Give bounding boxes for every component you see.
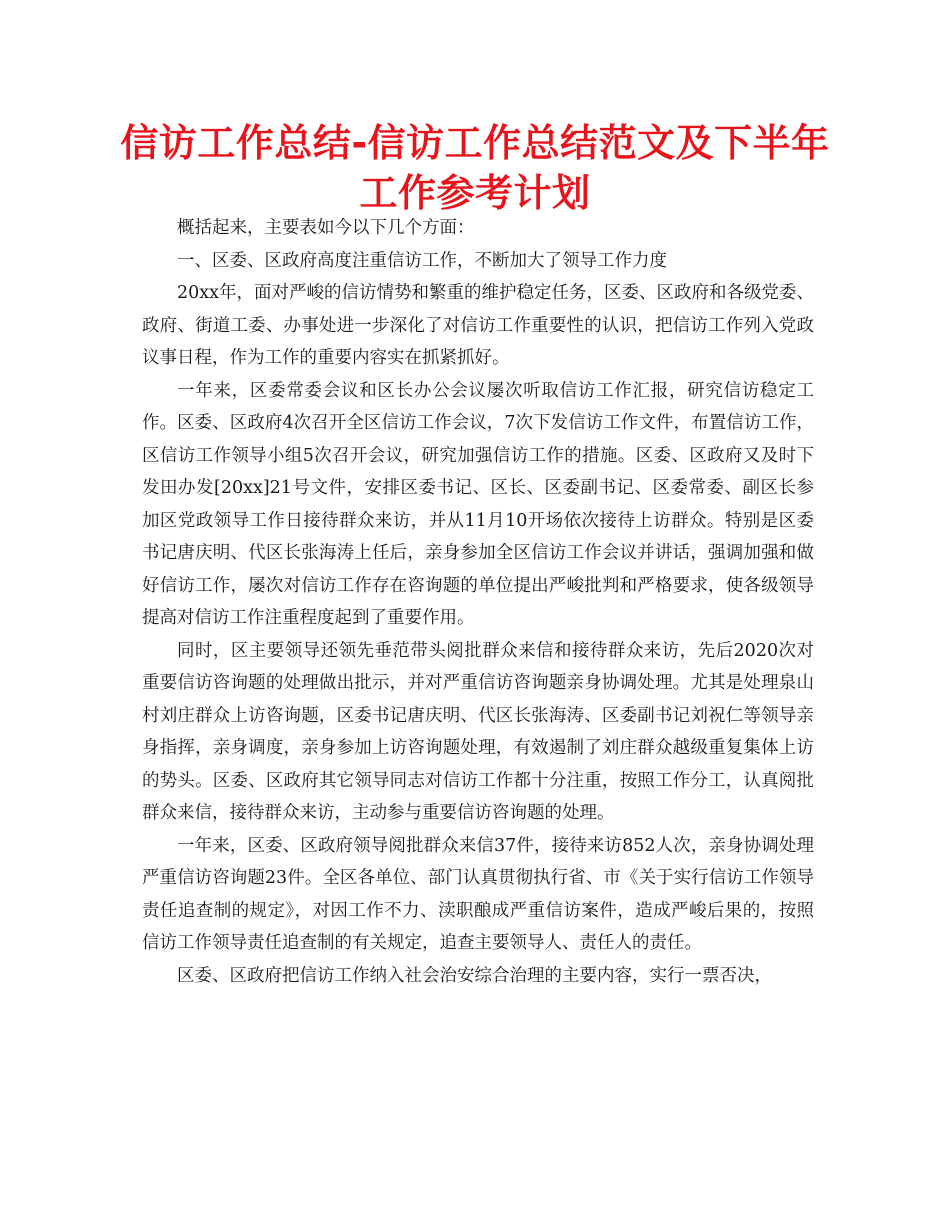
title-line-2: 工作参考计划 — [359, 171, 591, 215]
paragraph: 一年来，区委、区政府领导阅批群众来信37件，接待来访852人次，亲身协调处理严重信访咨询题23件。全区各单位、部门认真贯彻执行省、市《关于实行信访工作领导责任追查制的规定》，对因工作不力、渎职酿成严重信访案件，造成严峻后果的，按照信访工作领导责任追查制的有关规定，追查主要领导人、责任人的责任。 — [142, 835, 814, 953]
document-title — [120, 118, 830, 218]
title-line-1: 信访工作总结-信访工作总结范文及下半年 — [120, 121, 830, 165]
paragraph: 20xx年，面对严峻的信访情势和繁重的维护稳定任务，区委、区政府和各级党委、政府、街道工委、办事处进一步深化了对信访工作重要性的认识，把信访工作列入党政议事日程，作为工作的重要内容实在抓紧抓好。 — [142, 283, 815, 368]
document-body — [142, 212, 814, 992]
paragraph: 一年来，区委常委会议和区长办公会议屡次听取信访工作汇报，研究信访稳定工作。区委、区政府4次召开全区信访工作会议，7次下发信访工作文件，布置信访工作，区信访工作领导小组5次召开会议，研究加强信访工作的措施。区委、区政府又及时下发田办发[20xx]21号文件，安排区委书记、区长、区委副书记、区委常委、副区长参加区党政领导工作日接待群众来访，并从11月10开场依次接待上访群众。特别是区委书记唐庆明、代区长张海涛上任后，亲身参加全区信访工作会议并讲话，强调加强和做好信访工作，屡次对信访工作存在咨询题的单位提出严峻批判和严格要求，使各级领导提高对信访工作注重程度起到了重要作用。 — [142, 380, 814, 628]
paragraph: 概括起来，主要表如今以下几个方面： — [177, 218, 475, 238]
paragraph: 同时，区主要领导还领先垂范带头阅批群众来信和接待群众来访，先后2020次对重要信访咨询题的处理做出批示，并对严重信访咨询题亲身协调处理。尤其是处理泉山村刘庄群众上访咨询题，区委书记唐庆明、代区长张海涛、区委副书记刘祝仁等领导亲身指挥，亲身调度，亲身参加上访咨询题处理，有效遏制了刘庄群众越级重复集体上访的势头。区委、区政府其它领导同志对信访工作都十分注重，按照工作分工，认真阅批群众来信，接待群众来访，主动参与重要信访咨询题的处理。 — [142, 640, 814, 823]
section-heading: 一、区委、区政府高度注重信访工作，不断加大了领导工作力度 — [177, 250, 667, 271]
paragraph: 区委、区政府把信访工作纳入社会治安综合治理的主要内容，实行一票否决， — [177, 965, 772, 986]
